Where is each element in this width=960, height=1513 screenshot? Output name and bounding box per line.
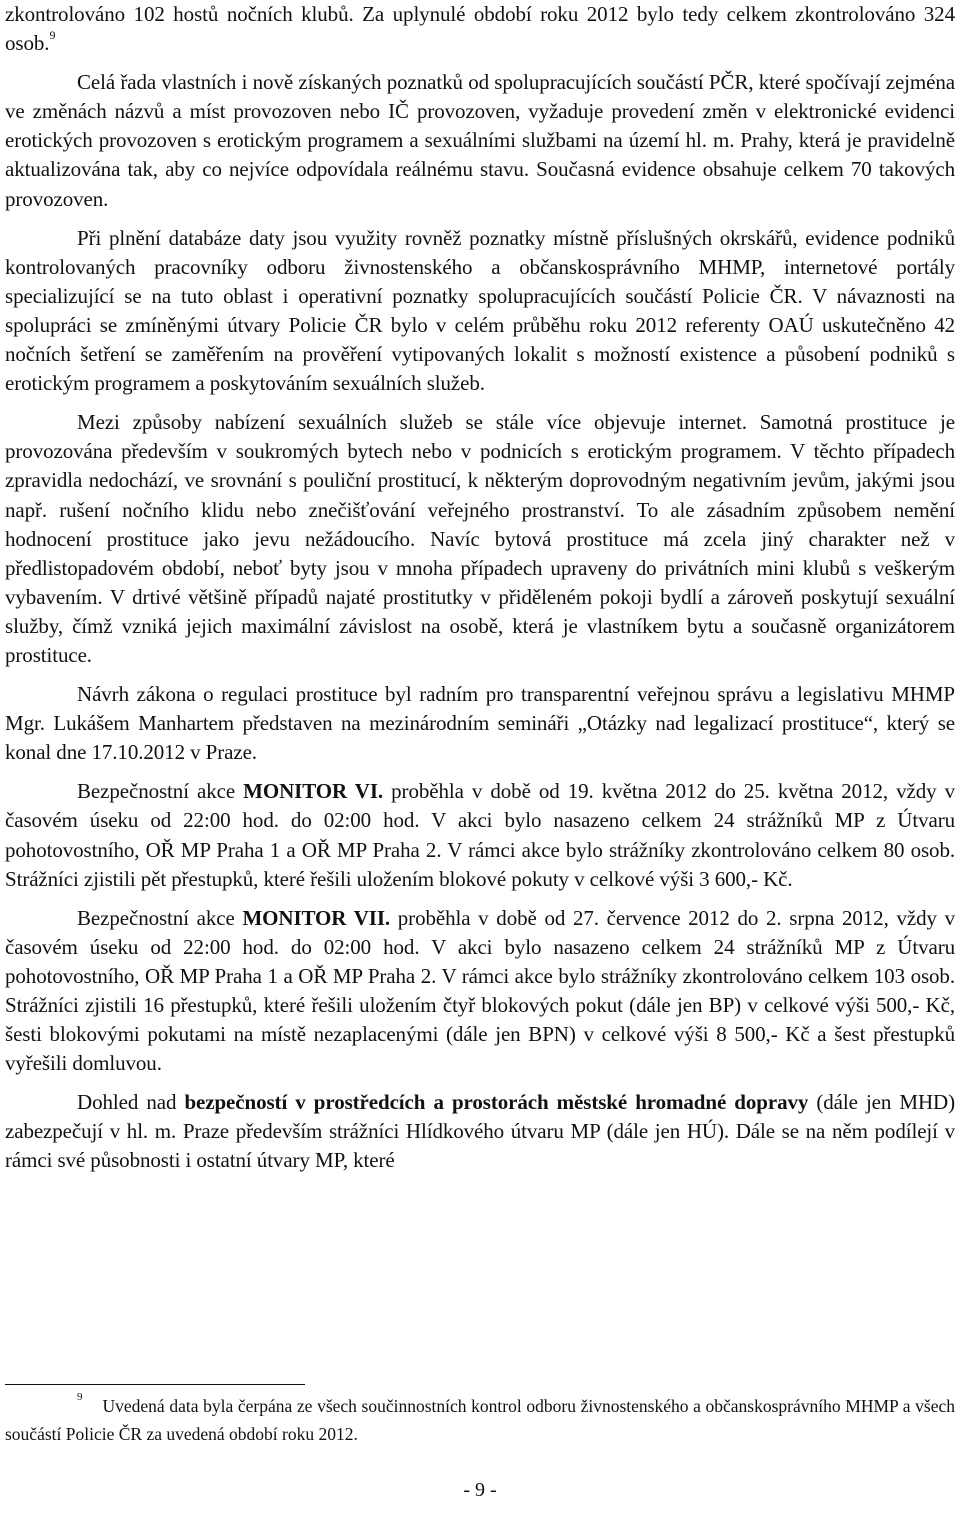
paragraph-text: Dohled nad [77,1090,185,1115]
paragraph-internet: Mezi způsoby nabízení sexuálních služeb se stále více objevuje internet. Samotná prostituce je provozována především v soukromých bytech nebo v podnicích s erotickým programem. V těchto případech zpravidla nedochází, ve srovnání s pouliční prostitucí, k některým doprovodným negativním jevům, jakými jsou např. rušení nočního klidu nebo znečišťování veřejného prostranství. To ale zásadním způsobem nemění hodnocení prostituce jako jevu nežádoucího. Navíc bytová prostituce má zcela jiný charakter než v předlistopadovém období, neboť byty jsou v mnoha případech upraveny do privátních mini klubů s veškerým vybavením. V drtivé většině případů najaté prostitutky v přiděleném pokoji bydlí a zároveň poskytují sexuální služby, čímž vzniká jejich maximální závislost na osobě, která je vlastníkem bytu a současně organizátorem prostituce. [5,410,955,667]
paragraph-text: zkontrolováno 102 hostů nočních klubů. Za uplynulé období roku 2012 bylo tedy celkem zkontrolováno 324 osob. [5,2,955,56]
paragraph-monitor-vii [5,904,955,1079]
paragraph-law-proposal: Návrh zákona o regulaci prostituce byl radním pro transparentní veřejnou správu a legislativu MHMP Mgr. Lukášem Manhartem představen na mezinárodním semináři „Otázky nad legalizací prostituce“, který se konal dne 17.10.2012 v Praze. [5,682,955,765]
paragraph-evidence: Celá řada vlastních i nově získaných poznatků od spolupracujících součástí PČR, které spočívají zejména ve změnách názvů a míst provozoven nebo IČ provozoven, vyžaduje provedení změn v elektronické evidenci erotických provozoven s erotickým programem a sexuálními službami na území hl. m. Prahy, která je pravidelně aktualizována tak, aby co nejvíce odpovídala reálnému stavu. Současná evidence obsahuje celkem 70 takových provozoven. [5,70,955,211]
paragraph-database: Při plnění databáze daty jsou využity rovněž poznatky místně příslušných okrskářů, evidence podniků kontrolovaných pracovníky odboru živnostenského a občanskosprávního MHMP, internetové portály specializující se na tuto oblast i operativní poznatky spolupracujících součástí Policie ČR. V návaznosti na spolupráci se zmíněnými útvary Policie ČR bylo v celém průběhu roku 2012 referenty OAÚ uskutečněno 42 nočních šetření se zaměřením na prověření vytipovaných lokalit s možností existence a působení podniků s erotickým programem a poskytováním sexuálních služeb. [5,225,955,396]
page-number: - 9 - [463,1479,497,1501]
paragraph-mhd [5,1088,955,1175]
footnote [5,1392,955,1448]
action-name: MONITOR VII. [242,905,391,930]
footnote-text: Uvedená data byla čerpána ze všech součinnostních kontrol odboru živnostenského a občanskosprávního MHMP a všech součástí Policie ČR za uvedená období roku 2012. [5,1396,955,1444]
footnote-reference: 9 [49,28,56,43]
document-page [5,0,955,1176]
paragraph-continuation [5,0,955,58]
paragraph-text: Bezpečnostní akce [77,905,243,930]
footnote-number: 9 [77,1391,83,1403]
emphasis-text: bezpečností v prostředcích a prostorách městské hromadné dopravy [184,1090,809,1115]
paragraph-text: proběhla v době od 19. května 2012 do 25. května 2012, vždy v časovém úseku od 22:00 hod. do 02:00 hod. V akci bylo nasazeno celkem 24 strážníků MP z Útvaru pohotovostního, OŘ MP Praha 1 a OŘ MP Praha 2. V rámci akce bylo strážníky zkontrolováno celkem 80 osob. Strážníci zjistili pět přestupků, které řešili uložením blokové pokuty v celkové výši 3 600,- Kč. [5,779,956,891]
paragraph-monitor-vi [5,777,955,893]
paragraph-text: proběhla v době od 27. července 2012 do 2. srpna 2012, vždy v časovém úseku od 22:00 hod. do 02:00 hod. V akci bylo nasazeno celkem 24 strážníků MP z Útvaru pohotovostního, OŘ MP Praha 1 a OŘ MP Praha 2. V rámci akce bylo strážníky zkontrolováno celkem 103 osob. Strážníci zjistili 16 přestupků, které řešili uložením čtyř blokových pokut (dále jen BP) v celkové výši 500,- Kč, šesti blokovými pokutami na místě nezaplacenými (dále jen BPN) v celkové výši 8 500,- Kč a šest přestupků vyřešili domluvou. [5,905,955,1076]
paragraph-text: Bezpečnostní akce [77,779,244,804]
paragraph-text: (dále jen MHD) zabezpečují v hl. m. Praze především strážníci Hlídkového útvaru MP (dále jen HÚ). Dále se na něm podílejí v rámci své působnosti i ostatní útvary MP, které [5,1090,956,1173]
footnote-divider [5,1384,305,1385]
action-name: MONITOR VI. [243,779,384,804]
